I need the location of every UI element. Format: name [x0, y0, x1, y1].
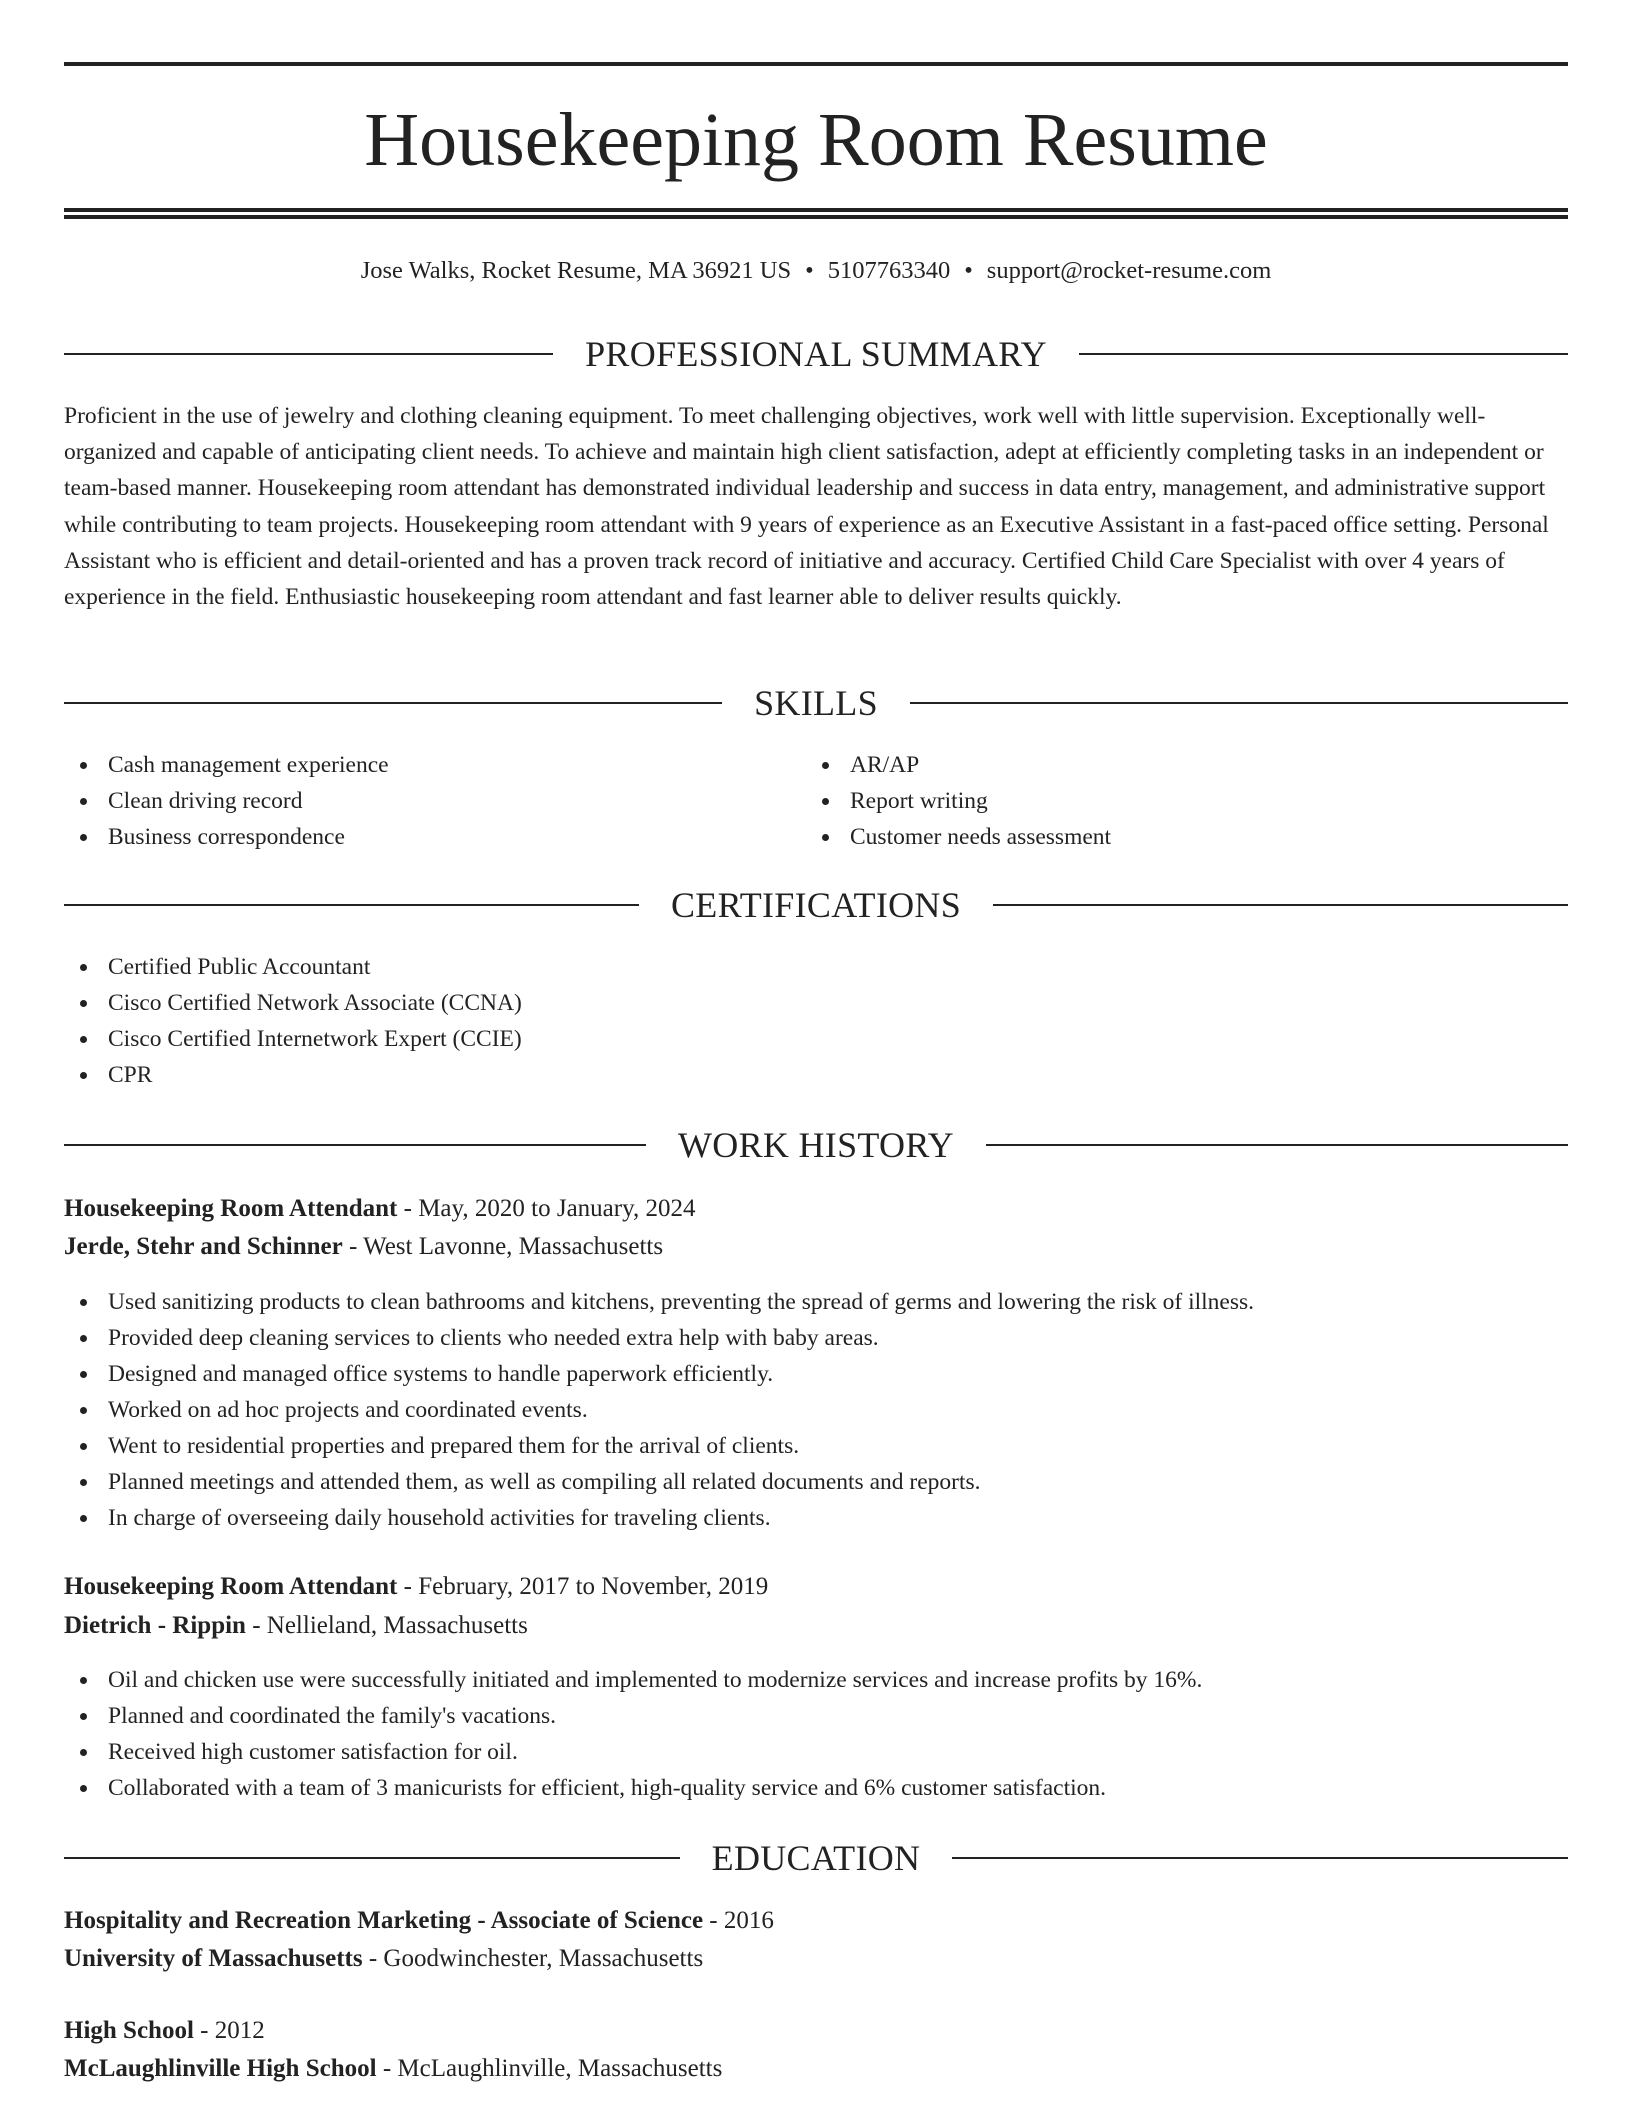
resume-title: Housekeeping Room Resume	[364, 98, 1268, 182]
certification-item: Cisco Certified Internetwork Expert (CCIE)	[64, 1021, 522, 1057]
education-year: - 2016	[703, 1907, 774, 1934]
skill-item: Business correspondence	[64, 819, 389, 855]
job-company-line	[64, 1608, 528, 1644]
skill-item: Report writing	[806, 783, 1111, 819]
title-double-rule-upper	[64, 208, 1568, 212]
job-bullet: Collaborated with a team of 3 manicurists for efficient, high-quality service and 6% customer satisfaction.	[64, 1770, 1202, 1806]
job-bullet: Provided deep cleaning services to clients who needed extra help with baby areas.	[64, 1320, 1254, 1356]
job-bullet: In charge of overseeing daily household activities for traveling clients.	[64, 1500, 1254, 1536]
certifications-heading-label: CERTIFICATIONS	[670, 885, 962, 925]
job-title-line	[64, 1191, 695, 1227]
job-bullet: Planned meetings and attended them, as well as compiling all related documents and reports.	[64, 1464, 1254, 1500]
job-bullet: Planned and coordinated the family's vacations.	[64, 1698, 1202, 1734]
certification-item: CPR	[64, 1057, 522, 1093]
education-year: - 2012	[193, 2017, 265, 2044]
skills-heading	[64, 683, 1568, 723]
skill-item: Cash management experience	[64, 747, 389, 783]
job-bullet: Received high customer satisfaction for oil.	[64, 1734, 1202, 1770]
certifications-list	[64, 949, 522, 1093]
job-dates: - May, 2020 to January, 2024	[397, 1195, 696, 1222]
education-degree-line	[64, 2013, 265, 2049]
certifications-heading	[64, 885, 1568, 925]
job-location: - West Lavonne, Massachusetts	[342, 1233, 664, 1260]
contact-email: support@rocket-resume.com	[986, 257, 1272, 284]
summary-heading-label: PROFESSIONAL SUMMARY	[585, 334, 1047, 374]
job-bullet: Designed and managed office systems to handle paperwork efficiently.	[64, 1356, 1254, 1392]
job-bullets	[64, 1284, 1254, 1536]
education-school: McLaughlinville High School	[64, 2055, 377, 2082]
certification-item: Certified Public Accountant	[64, 949, 522, 985]
education-school: University of Massachusetts	[64, 1945, 363, 1972]
job-title: Housekeeping Room Attendant	[64, 1195, 398, 1222]
education-school-line	[64, 1941, 703, 1977]
work-history-heading	[64, 1125, 1568, 1165]
job-bullet: Worked on ad hoc projects and coordinated events.	[64, 1392, 1254, 1428]
education-location: - McLaughlinville, Massachusetts	[376, 2055, 723, 2082]
education-school-line	[64, 2051, 722, 2087]
job-bullet: Used sanitizing products to clean bathrooms and kitchens, preventing the spread of germs and lowering the risk of illness.	[64, 1284, 1254, 1320]
skill-item: AR/AP	[806, 747, 1111, 783]
certification-item: Cisco Certified Network Associate (CCNA)	[64, 985, 522, 1021]
contact-separator: •	[805, 257, 814, 284]
education-degree-line	[64, 1903, 774, 1939]
top-rule	[64, 62, 1568, 66]
summary-text: Proficient in the use of jewelry and clothing cleaning equipment. To meet challenging objectives, work well with little supervision. Exceptionally well-organized and capable of anticipating client needs. To achieve and maintain high client satisfaction, adept at efficiently completing tasks in an independent or team-based manner. Housekeeping room attendant has demonstrated individual leadership and success in data entry, management, and administrative support while contributing to team projects. Housekeeping room attendant with 9 years of experience as an Executive Assistant in a fast-paced office setting. Personal Assistant who is efficient and detail-oriented and has a proven track record of initiative and accuracy. Certified Child Care Specialist with over 4 years of experience in the field. Enthusiastic housekeeping room attendant and fast learner able to deliver results quickly.	[64, 403, 1549, 611]
job-title-line	[64, 1569, 768, 1605]
job-location: - Nellieland, Massachusetts	[245, 1612, 528, 1639]
contact-phone: 5107763340	[827, 257, 951, 284]
skill-item: Clean driving record	[64, 783, 389, 819]
job-company: Dietrich - Rippin	[64, 1612, 246, 1639]
contact-line	[64, 254, 1568, 288]
skills-list-left	[64, 747, 389, 855]
work-history-heading-label: WORK HISTORY	[678, 1125, 954, 1165]
job-title: Housekeeping Room Attendant	[64, 1573, 398, 1600]
job-bullet: Went to residential properties and prepared them for the arrival of clients.	[64, 1428, 1254, 1464]
skill-item: Customer needs assessment	[806, 819, 1111, 855]
education-location: - Goodwinchester, Massachusetts	[362, 1945, 704, 1972]
summary-heading	[64, 334, 1568, 374]
education-degree: High School	[64, 2017, 194, 2044]
title-double-rule-lower	[64, 215, 1568, 219]
education-heading-label: EDUCATION	[711, 1838, 921, 1878]
contact-separator: •	[964, 257, 973, 284]
job-bullet: Oil and chicken use were successfully initiated and implemented to modernize services and increase profits by 16%.	[64, 1662, 1202, 1698]
contact-address: Jose Walks, Rocket Resume, MA 36921 US	[360, 257, 792, 284]
skills-heading-label: SKILLS	[754, 683, 878, 723]
job-company: Jerde, Stehr and Schinner	[64, 1233, 343, 1260]
job-company-line	[64, 1229, 663, 1265]
skills-list-right	[806, 747, 1111, 855]
job-dates: - February, 2017 to November, 2019	[397, 1573, 769, 1600]
education-degree: Hospitality and Recreation Marketing - Associate of Science	[64, 1907, 704, 1934]
education-heading	[64, 1838, 1568, 1878]
job-bullets	[64, 1662, 1202, 1806]
